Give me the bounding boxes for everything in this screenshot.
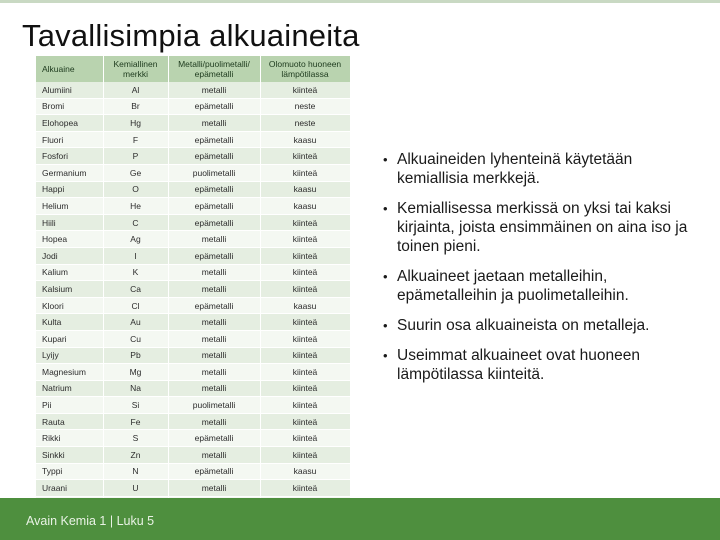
element-state: kiinteä <box>260 231 350 248</box>
element-name: Jodi <box>36 247 103 264</box>
table-row <box>36 447 350 464</box>
bullet-list <box>383 150 693 395</box>
element-name: Natrium <box>36 380 103 397</box>
element-type: puolimetalli <box>168 164 260 181</box>
element-name: Hopea <box>36 231 103 248</box>
element-name: Kalium <box>36 264 103 281</box>
element-state: neste <box>260 98 350 115</box>
header-state: Olomuoto huoneen lämpötilassa <box>260 56 350 82</box>
element-symbol: Zn <box>103 447 168 464</box>
element-symbol: Ca <box>103 281 168 298</box>
element-type: epämetalli <box>168 214 260 231</box>
table-row <box>36 281 350 298</box>
table-row <box>36 148 350 165</box>
table-row <box>36 430 350 447</box>
element-state: neste <box>260 115 350 132</box>
elements-table-container <box>36 56 350 492</box>
element-state: kaasu <box>260 463 350 480</box>
table-row <box>36 480 350 497</box>
table-row <box>36 380 350 397</box>
element-name: Kloori <box>36 297 103 314</box>
element-name: Rauta <box>36 413 103 430</box>
element-type: epämetalli <box>168 297 260 314</box>
element-symbol: N <box>103 463 168 480</box>
element-type: epämetalli <box>168 131 260 148</box>
element-type: metalli <box>168 231 260 248</box>
element-state: kiinteä <box>260 264 350 281</box>
element-name: Happi <box>36 181 103 198</box>
element-type: metalli <box>168 413 260 430</box>
element-name: Fosfori <box>36 148 103 165</box>
element-name: Bromi <box>36 98 103 115</box>
element-name: Rikki <box>36 430 103 447</box>
element-state: kiinteä <box>260 397 350 414</box>
element-type: epämetalli <box>168 181 260 198</box>
element-name: Pii <box>36 397 103 414</box>
header-type: Metalli/puolimetalli/ epämetalli <box>168 56 260 82</box>
element-state: kiinteä <box>260 281 350 298</box>
element-symbol: Hg <box>103 115 168 132</box>
element-name: Fluori <box>36 131 103 148</box>
element-symbol: Fe <box>103 413 168 430</box>
element-state: kiinteä <box>260 413 350 430</box>
element-type: metalli <box>168 480 260 497</box>
element-name: Kupari <box>36 330 103 347</box>
table-row <box>36 131 350 148</box>
table-row <box>36 314 350 331</box>
element-symbol: K <box>103 264 168 281</box>
element-symbol: Cl <box>103 297 168 314</box>
element-symbol: Mg <box>103 364 168 381</box>
element-name: Magnesium <box>36 364 103 381</box>
element-state: kiinteä <box>260 164 350 181</box>
bullet-item: • Kemiallisessa merkissä on yksi tai kaksi kirjainta, joista ensimmäinen on aina iso ja toinen pieni. <box>383 199 693 256</box>
element-symbol: U <box>103 480 168 497</box>
table-row <box>36 264 350 281</box>
element-symbol: P <box>103 148 168 165</box>
element-name: Lyijy <box>36 347 103 364</box>
element-state: kiinteä <box>260 430 350 447</box>
table-row <box>36 231 350 248</box>
table-row <box>36 214 350 231</box>
table-header-row <box>36 56 350 82</box>
element-symbol: F <box>103 131 168 148</box>
element-type: metalli <box>168 314 260 331</box>
element-name: Kalsium <box>36 281 103 298</box>
element-symbol: Na <box>103 380 168 397</box>
element-state: kaasu <box>260 297 350 314</box>
element-symbol: S <box>103 430 168 447</box>
element-symbol: Ge <box>103 164 168 181</box>
element-state: kiinteä <box>260 214 350 231</box>
table-row <box>36 181 350 198</box>
element-symbol: C <box>103 214 168 231</box>
element-state: kiinteä <box>260 314 350 331</box>
element-state: kiinteä <box>260 82 350 98</box>
element-name: Sinkki <box>36 447 103 464</box>
bullet-item: • Suurin osa alkuaineista on metalleja. <box>383 316 693 335</box>
element-type: metalli <box>168 330 260 347</box>
table-row <box>36 164 350 181</box>
table-row <box>36 413 350 430</box>
element-symbol: Al <box>103 82 168 98</box>
bullet-item: • Alkuaineiden lyhenteinä käytetään kemiallisia merkkejä. <box>383 150 693 188</box>
element-type: metalli <box>168 82 260 98</box>
elements-table <box>36 56 351 513</box>
element-state: kiinteä <box>260 330 350 347</box>
slide-title: Tavallisimpia alkuaineita <box>22 18 360 53</box>
element-name: Alumiini <box>36 82 103 98</box>
element-state: kiinteä <box>260 148 350 165</box>
element-type: epämetalli <box>168 430 260 447</box>
element-name: Helium <box>36 198 103 215</box>
element-state: kiinteä <box>260 480 350 497</box>
table-row <box>36 364 350 381</box>
footer-bar <box>0 498 720 540</box>
table-row <box>36 98 350 115</box>
table-body <box>36 82 350 513</box>
element-state: kiinteä <box>260 347 350 364</box>
element-symbol: Au <box>103 314 168 331</box>
element-name: Kulta <box>36 314 103 331</box>
element-state: kiinteä <box>260 364 350 381</box>
table-row <box>36 397 350 414</box>
element-name: Elohopea <box>36 115 103 132</box>
table-row <box>36 330 350 347</box>
bullet-item: • Useimmat alkuaineet ovat huoneen lämpötilassa kiinteitä. <box>383 346 693 384</box>
element-symbol: Si <box>103 397 168 414</box>
element-type: puolimetalli <box>168 397 260 414</box>
element-type: epämetalli <box>168 247 260 264</box>
element-type: metalli <box>168 281 260 298</box>
table-row <box>36 347 350 364</box>
element-state: kaasu <box>260 198 350 215</box>
element-type: metalli <box>168 264 260 281</box>
element-symbol: Br <box>103 98 168 115</box>
element-symbol: Cu <box>103 330 168 347</box>
element-name: Typpi <box>36 463 103 480</box>
footer-text: Avain Kemia 1 | Luku 5 <box>26 514 155 528</box>
table-row <box>36 463 350 480</box>
table-row <box>36 115 350 132</box>
element-type: epämetalli <box>168 98 260 115</box>
bullet-item: • Alkuaineet jaetaan metalleihin, epämetalleihin ja puolimetalleihin. <box>383 267 693 305</box>
element-name: Hiili <box>36 214 103 231</box>
table-row <box>36 297 350 314</box>
element-symbol: I <box>103 247 168 264</box>
table-row <box>36 198 350 215</box>
element-state: kaasu <box>260 181 350 198</box>
header-symbol: Kemiallinen merkki <box>103 56 168 82</box>
table-row <box>36 82 350 98</box>
element-symbol: He <box>103 198 168 215</box>
element-type: metalli <box>168 347 260 364</box>
element-symbol: Ag <box>103 231 168 248</box>
header-element: Alkuaine <box>36 56 103 82</box>
element-type: metalli <box>168 364 260 381</box>
element-symbol: O <box>103 181 168 198</box>
element-state: kaasu <box>260 131 350 148</box>
element-state: kiinteä <box>260 380 350 397</box>
element-type: epämetalli <box>168 463 260 480</box>
element-name: Germanium <box>36 164 103 181</box>
element-name: Uraani <box>36 480 103 497</box>
element-state: kiinteä <box>260 447 350 464</box>
element-symbol: Pb <box>103 347 168 364</box>
element-type: metalli <box>168 380 260 397</box>
element-type: metalli <box>168 115 260 132</box>
top-accent-line <box>0 0 720 3</box>
element-type: epämetalli <box>168 198 260 215</box>
table-row <box>36 247 350 264</box>
element-state: kiinteä <box>260 247 350 264</box>
element-type: metalli <box>168 447 260 464</box>
element-type: epämetalli <box>168 148 260 165</box>
